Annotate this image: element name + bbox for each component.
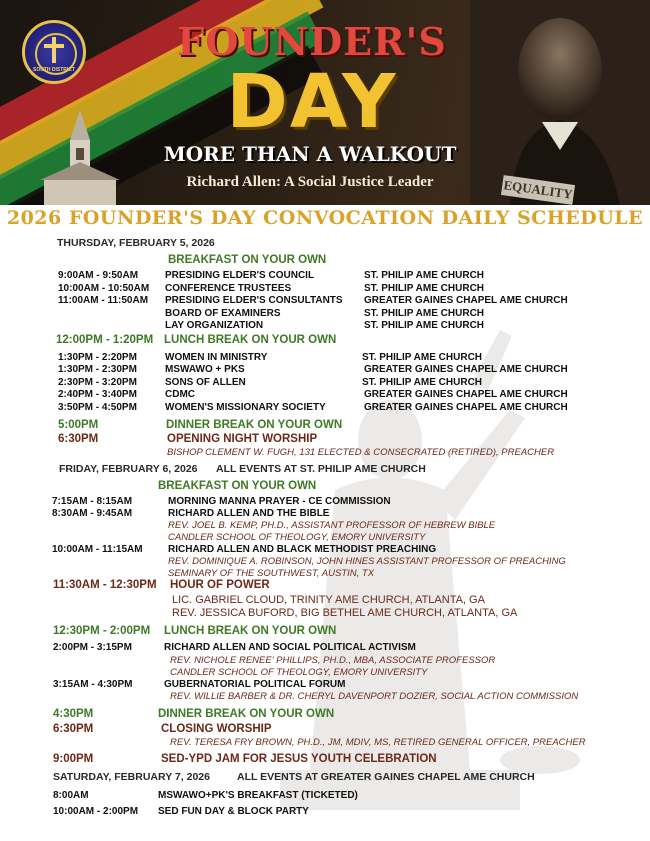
session-speaker: REV. WILLIE BARBER & DR. CHERYL DAVENPORT DOZIER, SOCIAL ACTION COMMISSION [170, 691, 579, 702]
richard-allen-portrait [470, 0, 650, 205]
session-speaker: REV. JOEL B. KEMP, PH.D., ASSISTANT PROFESSOR OF HEBREW BIBLE [168, 520, 496, 531]
hero-title-founders: FOUNDER'S [177, 19, 447, 64]
session-affiliation: SEMINARY OF THE SOUTHWEST, AUSTIN, TX [168, 568, 375, 579]
thursday-heading: THURSDAY, FEBRUARY 5, 2026 [57, 237, 215, 249]
equality-sign: EQUALITY [501, 175, 575, 205]
session-speaker: LIC. GABRIEL CLOUD, TRINITY AME CHURCH, ATLANTA, GA [172, 594, 485, 606]
session-affiliation: CANDLER SCHOOL OF THEOLOGY, EMORY UNIVERSITY [170, 667, 428, 678]
thursday-breakfast: BREAKFAST ON YOUR OWN [168, 254, 327, 266]
hero-title-day: DAY [226, 59, 398, 145]
schedule-title: 2026 FOUNDER'S DAY CONVOCATION DAILY SCHEDULE [6, 207, 644, 229]
thursday-worship-preacher: BISHOP CLEMENT W. FUGH, 131 ELECTED & CONSECRATED (RETIRED), PREACHER [167, 447, 555, 458]
session-affiliation: CANDLER SCHOOL OF THEOLOGY, EMORY UNIVERSITY [168, 532, 426, 543]
hero-tagline: Richard Allen: A Social Justice Leader [186, 174, 434, 190]
hero-banner [0, 0, 650, 205]
session-speaker: REV. JESSICA BUFORD, BIG BETHEL AME CHURCH, ATLANTA, GA [172, 607, 518, 619]
hero-subtitle: MORE THAN A WALKOUT [163, 142, 457, 166]
session-speaker: REV. DOMINIQUE A. ROBINSON, JOHN HINES ASSISTANT PROFESSOR OF PREACHING [168, 556, 566, 567]
friday-worship-preacher: REV. TERESA FRY BROWN, PH.D., JM, MDIV, MS, RETIRED GENERAL OFFICER, PREACHER [170, 737, 586, 748]
district-seal-logo: SOUTH DISTRICT [22, 20, 86, 84]
church-illustration [40, 110, 120, 205]
friday-breakfast: BREAKFAST ON YOUR OWN [158, 480, 317, 492]
session-speaker: REV. NICHOLE RENEE' PHILLIPS, PH.D., MBA, ASSOCIATE PROFESSOR [170, 655, 496, 666]
